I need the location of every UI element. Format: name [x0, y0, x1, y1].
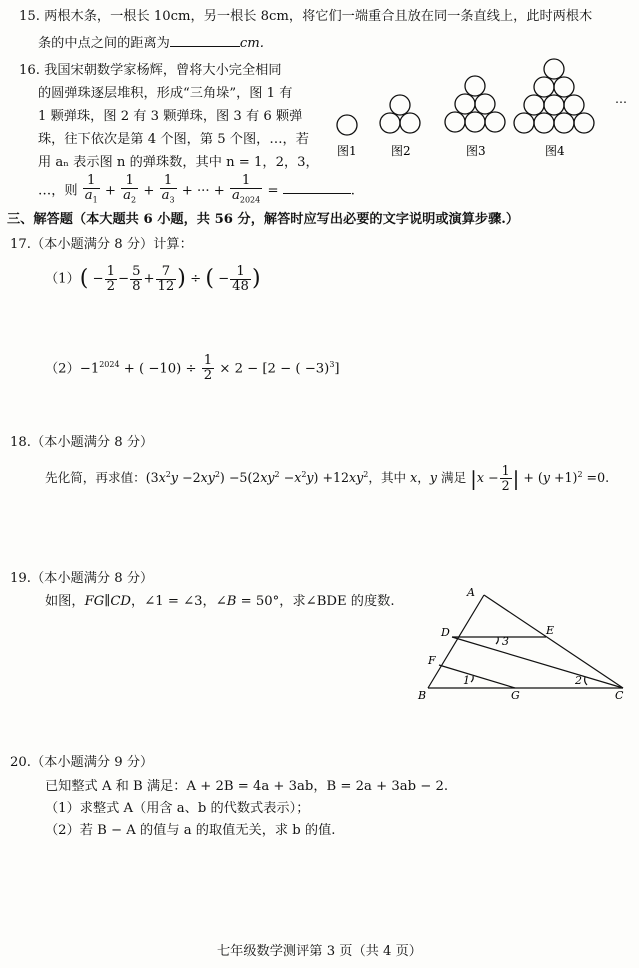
- q16-sum-suffix: =: [267, 183, 279, 199]
- q17-part1: （1）( − $\frac{1}{2}$ − $\frac{5}{8}$ + $\frac{7}{12}$ ) ÷ ( − $\frac{1}{48}$ ): [45, 263, 261, 294]
- q16-line2: 的圆弹珠逐层堆积，形成“三角垛”，图 1 有: [38, 86, 293, 101]
- angle-3-label: 3: [502, 635, 509, 648]
- q17-part1-label: （1）: [45, 271, 80, 287]
- q20-head: 20.（本小题满分 9 分）: [10, 755, 154, 770]
- q20-line2: （1）求整式 A（用含 a、b 的代数式表示）；: [45, 801, 310, 816]
- q16-line3: 1 颗弹珠，图 2 有 3 颗弹珠，图 3 有 6 颗弹: [38, 109, 303, 124]
- point-e-label: E: [546, 624, 555, 637]
- q20-line3: （2）若 B − A 的值与 a 的取值无关，求 b 的值.: [45, 823, 336, 838]
- q16-sum-line: …，则 $\frac{1}{a_1}$ + $\frac{1}{a_2}$ + $\frac{1}{a_3}$ + ··· + $\frac{1}{a_{2024}}$ = .: [38, 174, 355, 208]
- q16-line5: 用 aₙ 表示图 n 的弹珠数，其中 n = 1，2，3，: [38, 155, 319, 170]
- q18-prefix: 先化简，再求值：: [45, 470, 146, 486]
- figure-label-3: 图3: [466, 144, 486, 158]
- q19-head: 19.（本小题满分 8 分）: [10, 571, 154, 586]
- frac-1-a1: $\frac{1}{a_1}$: [84, 173, 98, 205]
- q15-line2: [38, 35, 264, 53]
- q16-line1: 16. 我国宋朝数学家杨辉，曾将大小完全相同: [19, 63, 282, 78]
- point-b-label: B: [418, 689, 427, 702]
- q15-line2-text: 条的中点之间的距离为: [38, 36, 170, 51]
- point-c-label: C: [615, 689, 624, 702]
- q19-text-suffix: ，求∠BDE 的度数.: [279, 594, 395, 609]
- frac-1-a2: $\frac{1}{a_2}$: [123, 173, 137, 205]
- q15-unit: cm.: [239, 36, 264, 51]
- point-g-label: G: [511, 689, 520, 702]
- triangle-geometry-figure: [410, 585, 630, 705]
- q17-part2: $(2)-1^{2024}$ + ( −10) ÷ $\frac{1}{2}$ × 2 − [2 − ( −3)$^3$]: [45, 353, 340, 384]
- point-d-label: D: [441, 626, 450, 639]
- figure-label-2: 图2: [391, 144, 411, 158]
- q17-part2-label: （2）: [45, 361, 80, 377]
- angle-2-label: 2: [575, 674, 582, 687]
- q19-text-prefix: 如图，: [45, 594, 85, 609]
- q16-answer-blank[interactable]: [283, 193, 351, 194]
- point-a-label: A: [467, 586, 475, 599]
- q17-head: 17.（本小题满分 8 分）计算：: [10, 237, 193, 252]
- q15-line1: 15. 两根木条，一根长 10cm，另一根长 8cm，将它们一端重合且放在同一条直线上，此时两根木: [19, 9, 593, 24]
- section-3-header: 三、解答题（本大题共 6 小题，共 56 分，解答时应写出必要的文字说明或演算步骤.）: [7, 212, 520, 227]
- q16-sum-prefix: …，则: [38, 183, 78, 199]
- q15-answer-blank[interactable]: [170, 46, 240, 47]
- q18-expression: 先化简，再求值：$(3x^2y -2xy^2) -5(2xy^2 -x^2y) +12xy^2$，其中 x，y 满足 |x − $\frac{1}{2}$ | + $(y +1)^2 =0$.: [45, 463, 610, 494]
- q19-text: 如图，FG∥CD，∠1 = ∠3，∠B = 50°，求∠BDE 的度数.: [45, 594, 395, 609]
- frac-1-a3: $\frac{1}{a_3}$: [161, 173, 175, 205]
- q16-line4: 珠，往下依次是第 4 个图，第 5 个图，…，若: [38, 132, 309, 147]
- page-footer: 七年级数学测评第 3 页（共 4 页）: [217, 944, 422, 959]
- figure-ellipsis: …: [615, 92, 627, 106]
- point-f-label: F: [428, 654, 436, 667]
- triangle-stack-figure: [325, 55, 637, 165]
- q18-head: 18.（本小题满分 8 分）: [10, 435, 154, 450]
- q20-line1: 已知整式 A 和 B 满足：A + 2B = 4a + 3ab，B = 2a + 3ab − 2.: [45, 779, 449, 794]
- figure-label-1: 图1: [337, 144, 357, 158]
- angle-1-label: 1: [463, 674, 470, 687]
- figure-label-4: 图4: [545, 144, 565, 158]
- frac-1-a2024: $\frac{1}{a_{2024}}$: [232, 173, 261, 205]
